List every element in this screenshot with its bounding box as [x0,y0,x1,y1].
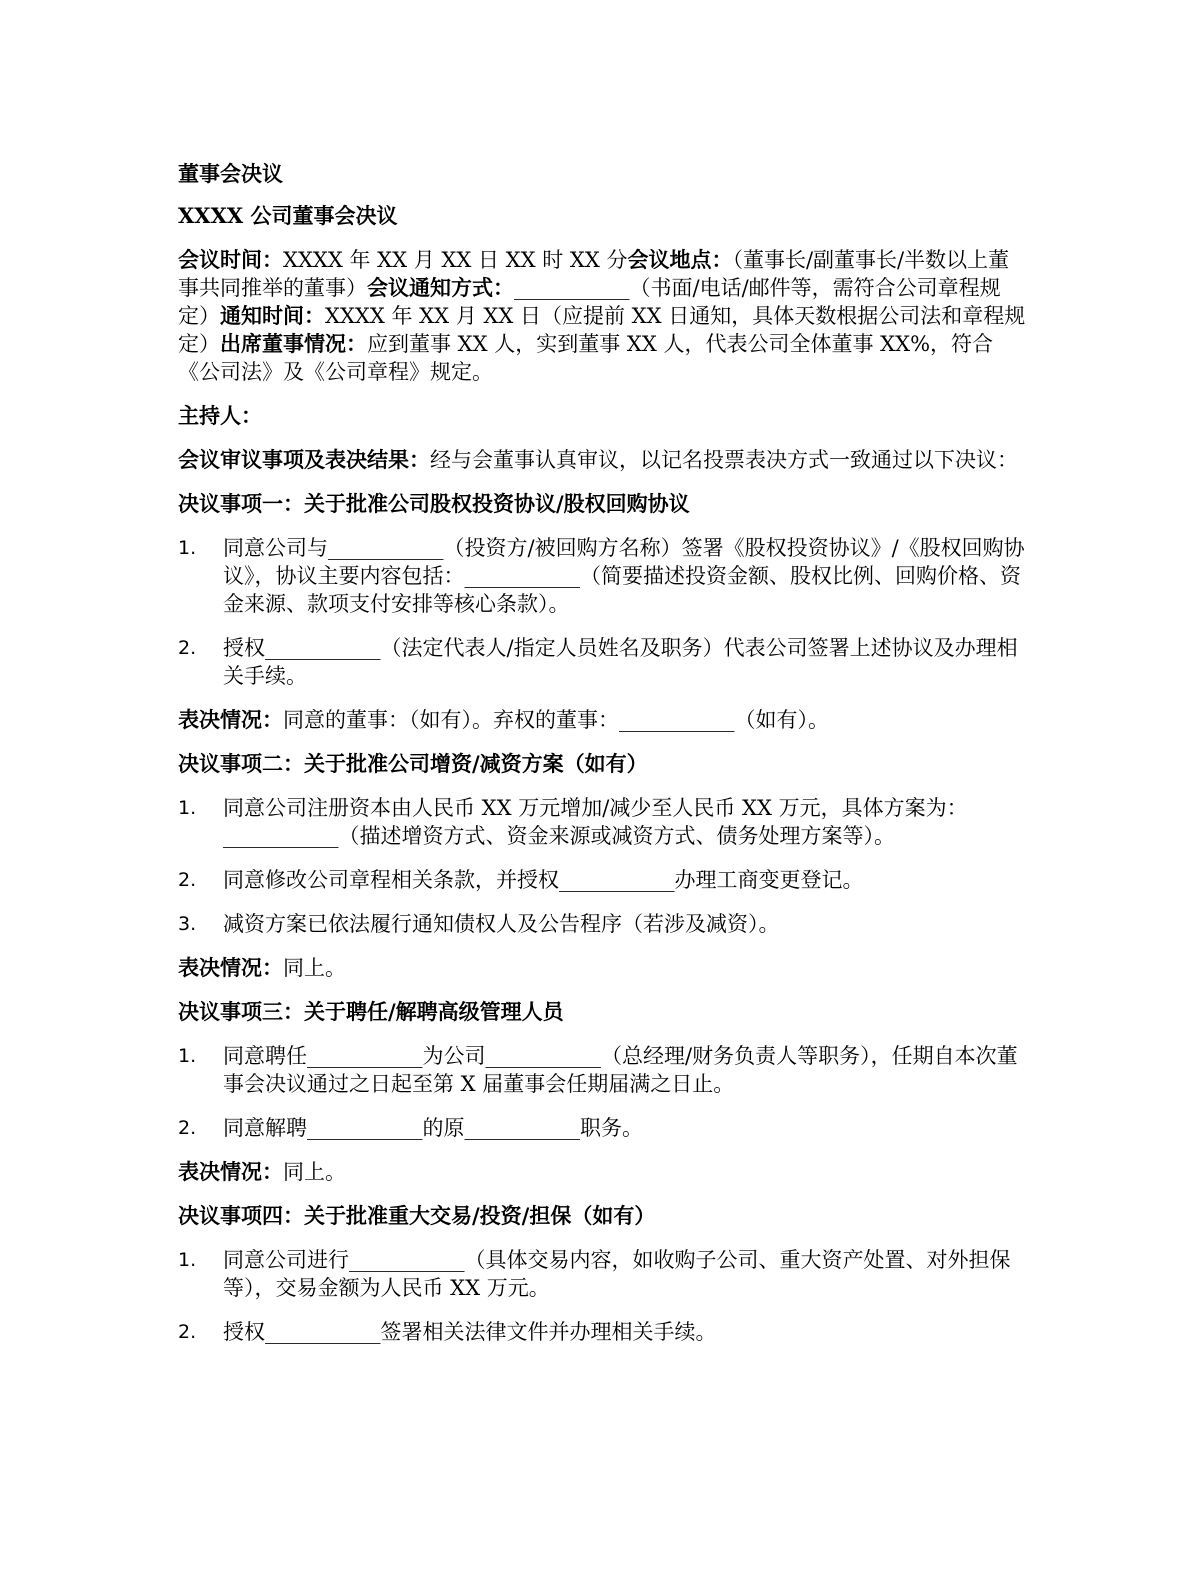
list-number: 1. [178,1045,197,1067]
document-subtitle: XXXX 公司董事会决议 [178,203,398,228]
host-label: 主持人： [178,403,262,428]
section-heading: 决议事项三：关于聘任/解聘高级管理人员 [178,999,564,1024]
list-number: 2. [178,1117,197,1139]
list-item-text: 授权___________签署相关法律文件并办理相关手续。 [223,1320,717,1344]
list-number: 2. [178,1321,197,1343]
list-item [178,534,1028,618]
resolution-list [178,1042,1028,1142]
notice-time-text: XXXX 年 XX 月 XX 日（应提前 XX 日通知，具体天数根据公司法和章程规定） [178,304,1026,356]
meeting-time-label: 会议时间： [178,247,283,272]
list-item-text: 减资方案已依法履行通知债权人及公告程序（若涉及减资）。 [223,912,780,936]
list-item [178,794,1028,850]
resolution-list [178,534,1028,690]
attendance-label: 出席董事情况： [220,331,367,356]
document-page [178,150,1028,1346]
review-line [178,446,1028,474]
review-text: 经与会董事认真审议，以记名投票表决方式一致通过以下决议： [430,448,1018,472]
document-title: 董事会决议 [178,161,283,186]
section-heading: 决议事项四：关于批准重大交易/投资/担保（如有） [178,1203,656,1228]
vote-label: 表决情况： [178,1159,283,1184]
notice-method-text: ___________（书面/电话/邮件等，需符合公司章程规定） [178,276,1001,328]
vote-text: 同意的董事：（如有）。弃权的董事：___________（如有）。 [283,708,829,732]
notice-time-label: 通知时间： [220,303,325,328]
list-item [178,1246,1028,1302]
host-line [178,402,1028,430]
list-number: 2. [178,637,197,659]
vote-text: 同上。 [283,956,346,980]
meeting-info [178,246,1028,386]
list-item-text: 授权___________（法定代表人/指定人员姓名及职务）代表公司签署上述协议及办理相关手续。 [223,636,1018,688]
list-item-text: 同意公司注册资本由人民币 XX 万元增加/减少至人民币 XX 万元，具体方案为：___________（描述增资方式、资金来源或减资方式、债务处理方案等）。 [223,796,968,848]
list-item [178,1114,1028,1142]
notice-method-label: 会议通知方式： [367,275,514,300]
list-number: 1. [178,537,197,559]
vote-label: 表决情况： [178,707,283,732]
vote-line [178,954,1028,982]
resolution-list [178,1246,1028,1346]
section-heading: 决议事项一：关于批准公司股权投资协议/股权回购协议 [178,491,690,516]
meeting-place-text: （董事长/副董事长/半数以上董事共同推举的董事） [178,248,1010,300]
vote-label: 表决情况： [178,955,283,980]
meeting-place-label: 会议地点： [627,247,733,272]
list-number: 2. [178,869,197,891]
list-item [178,1042,1028,1098]
list-item [178,634,1028,690]
list-item-text: 同意聘任___________为公司___________（总经理/财务负责人等职务），任期自本次董事会决议通过之日起至第 X 届董事会任期届满之日止。 [223,1044,1018,1096]
list-number: 1. [178,1249,197,1271]
section-heading: 决议事项二：关于批准公司增资/减资方案（如有） [178,751,648,776]
list-item-text: 同意修改公司章程相关条款，并授权___________办理工商变更登记。 [223,868,864,892]
resolution-list [178,794,1028,938]
list-item-text: 同意公司与___________（投资方/被回购方名称）签署《股权投资协议》/《股权回购协议》，协议主要内容包括：___________（简要描述投资金额、股权比例、回购价格、资金来源、款项支付安排等核心条款）。 [223,536,1025,616]
list-item-text: 同意解聘___________的原___________职务。 [223,1116,643,1140]
list-item [178,1318,1028,1346]
vote-line [178,706,1028,734]
list-item-text: 同意公司进行___________（具体交易内容，如收购子公司、重大资产处置、对外担保等），交易金额为人民币 XX 万元。 [223,1248,1011,1300]
list-number: 3. [178,913,197,935]
list-item [178,866,1028,894]
list-number: 1. [178,797,197,819]
vote-line [178,1158,1028,1186]
list-item [178,910,1028,938]
review-label: 会议审议事项及表决结果： [178,447,430,472]
attendance-text: 应到董事 XX 人，实到董事 XX 人，代表公司全体董事 XX%，符合《公司法》及《公司章程》规定。 [178,332,994,384]
meeting-time-text: XXXX 年 XX 月 XX 日 XX 时 XX 分 [283,248,628,272]
vote-text: 同上。 [283,1160,346,1184]
